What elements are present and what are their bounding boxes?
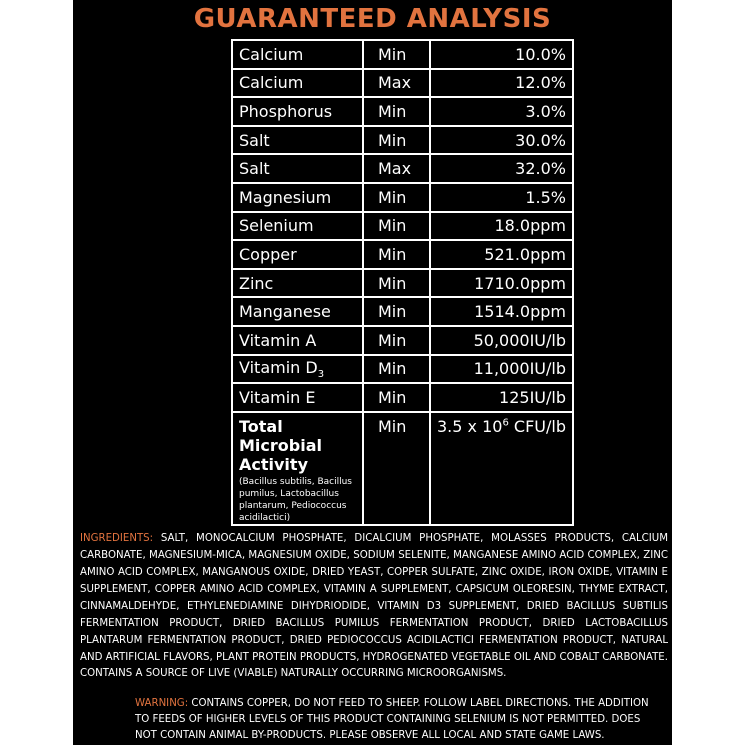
nutrient-value: 3.0% — [430, 97, 573, 126]
table-row — [232, 326, 573, 355]
nutrient-type: Min — [363, 212, 430, 241]
nutrient-name: Zinc — [232, 269, 363, 298]
warning-text: CONTAINS COPPER, DO NOT FEED TO SHEEP. FOLLOW LABEL DIRECTIONS. THE ADDITION TO FEEDS OF HIGHER LEVELS OF THIS PRODUCT CONTAINING SELENIUM IS NOT PERMITTED. DOES NOT CONTAIN ANIMAL BY-PRODUCTS. PLEASE OBSERVE ALL LOCAL AND STATE GAME LAWS. — [135, 698, 649, 741]
nutrient-value: 10.0% — [430, 40, 573, 69]
nutrient-name: Salt — [232, 154, 363, 183]
table-row — [232, 355, 573, 384]
table-row — [232, 69, 573, 98]
table-row — [232, 269, 573, 298]
nutrient-type: Max — [363, 154, 430, 183]
table-row — [232, 154, 573, 183]
microbial-value-base: 3.5 x 10 — [437, 416, 503, 436]
nutrient-type: Min — [363, 97, 430, 126]
table-row — [232, 183, 573, 212]
nutrient-name: Vitamin E — [232, 383, 363, 412]
nutrient-name: Magnesium — [232, 183, 363, 212]
nutrient-type: Min — [363, 383, 430, 412]
table-row — [232, 297, 573, 326]
nutrient-type: Min — [363, 126, 430, 155]
nutrient-name: Vitamin A — [232, 326, 363, 355]
ingredients-label: INGREDIENTS: — [80, 533, 154, 544]
vitamin-d-subscript: 3 — [317, 368, 325, 380]
table-row — [232, 97, 573, 126]
nutrient-name: Salt — [232, 126, 363, 155]
nutrient-type: Min — [363, 240, 430, 269]
nutrient-name: Copper — [232, 240, 363, 269]
nutrient-name: Manganese — [232, 297, 363, 326]
nutrient-name: Phosphorus — [232, 97, 363, 126]
ingredients-text: SALT, MONOCALCIUM PHOSPHATE, DICALCIUM PHOSPHATE, MOLASSES PRODUCTS, CALCIUM CARBONATE, MAGNESIUM-MICA, MAGNESIUM OXIDE, SODIUM SELENITE, MANGANESE AMINO ACID COMPLEX, ZINC AMINO ACID COMPLEX, MANGANOUS OXIDE, DRIED YEAST, COPPER SULFATE, ZINC OXIDE, IRON OXIDE, VITAMIN E SUPPLEMENT, COPPER AMINO ACID COMPLEX, VITAMIN A SUPPLEMENT, CAPSICUM OLEORESIN, THYME EXTRACT, CINNAMALDEHYDE, ETHYLENEDIAMINE DIHYDRIODIDE, VITAMIN D3 SUPPLEMENT, DRIED BACILLUS SUBTILIS FERMENTATION PRODUCT, DRIED BACILLUS PUMILUS FERMENTATION PRODUCT, DRIED LACTOBACILLUS PLANTARUM FERMENTATION PRODUCT, DRIED PEDIOCOCCUS ACIDILACTICI FERMENTATION PRODUCT, NATURAL AND ARTIFICIAL FLAVORS, PLANT PROTEIN PRODUCTS, HYDROGENATED VEGETABLE OIL AND COBALT CARBONATE. — [80, 533, 668, 663]
nutrient-value: 1710.0ppm — [430, 269, 573, 298]
ingredients-paragraph — [80, 530, 668, 666]
nutrient-type: Min — [363, 183, 430, 212]
nutrient-value: 125IU/lb — [430, 383, 573, 412]
nutrient-value: 1.5% — [430, 183, 573, 212]
table-row — [232, 126, 573, 155]
nutrient-type: Min — [363, 40, 430, 69]
vitamin-d-label: Vitamin D — [239, 357, 318, 377]
warning-label: WARNING: — [135, 698, 189, 709]
nutrient-type: Max — [363, 69, 430, 98]
nutrient-value: 12.0% — [430, 69, 573, 98]
table-row-microbial — [232, 412, 573, 525]
table-row — [232, 40, 573, 69]
warning-paragraph — [135, 696, 655, 744]
nutrient-type: Min — [363, 269, 430, 298]
nutrient-value: 11,000IU/lb — [430, 355, 573, 384]
table-row — [232, 240, 573, 269]
guaranteed-analysis-table — [231, 39, 574, 526]
nutrient-value: 30.0% — [430, 126, 573, 155]
table-row — [232, 383, 573, 412]
nutrient-value: 521.0ppm — [430, 240, 573, 269]
microbial-value-unit: CFU/lb — [508, 416, 566, 436]
nutrient-type: Min — [363, 355, 430, 384]
table-row — [232, 212, 573, 241]
nutrient-type: Min — [363, 326, 430, 355]
nutrient-name: Selenium — [232, 212, 363, 241]
microbial-value-exponent: 6 — [502, 417, 509, 429]
nutrient-name: Calcium — [232, 69, 363, 98]
nutrient-value: 1514.0ppm — [430, 297, 573, 326]
label-panel — [73, 0, 672, 745]
page-title: GUARANTEED ANALYSIS — [193, 4, 552, 34]
nutrient-value: 32.0% — [430, 154, 573, 183]
nutrient-value: 50,000IU/lb — [430, 326, 573, 355]
nutrient-name — [232, 355, 363, 384]
microbial-detail: (Bacillus subtilis, Bacillus pumilus, Lactobacillus plantarum, Pediococcus acidilactici) — [239, 476, 352, 523]
microbial-value — [430, 412, 573, 525]
nutrient-value: 18.0ppm — [430, 212, 573, 241]
contains-statement: CONTAINS A SOURCE OF LIVE (VIABLE) NATURALLY OCCURRING MICROORGANISMS. — [80, 668, 507, 679]
nutrient-type: Min — [363, 412, 430, 525]
nutrient-type: Min — [363, 297, 430, 326]
nutrient-name: Calcium — [232, 40, 363, 69]
microbial-name: Total Microbial Activity — [239, 416, 322, 474]
microbial-name-cell — [232, 412, 363, 525]
